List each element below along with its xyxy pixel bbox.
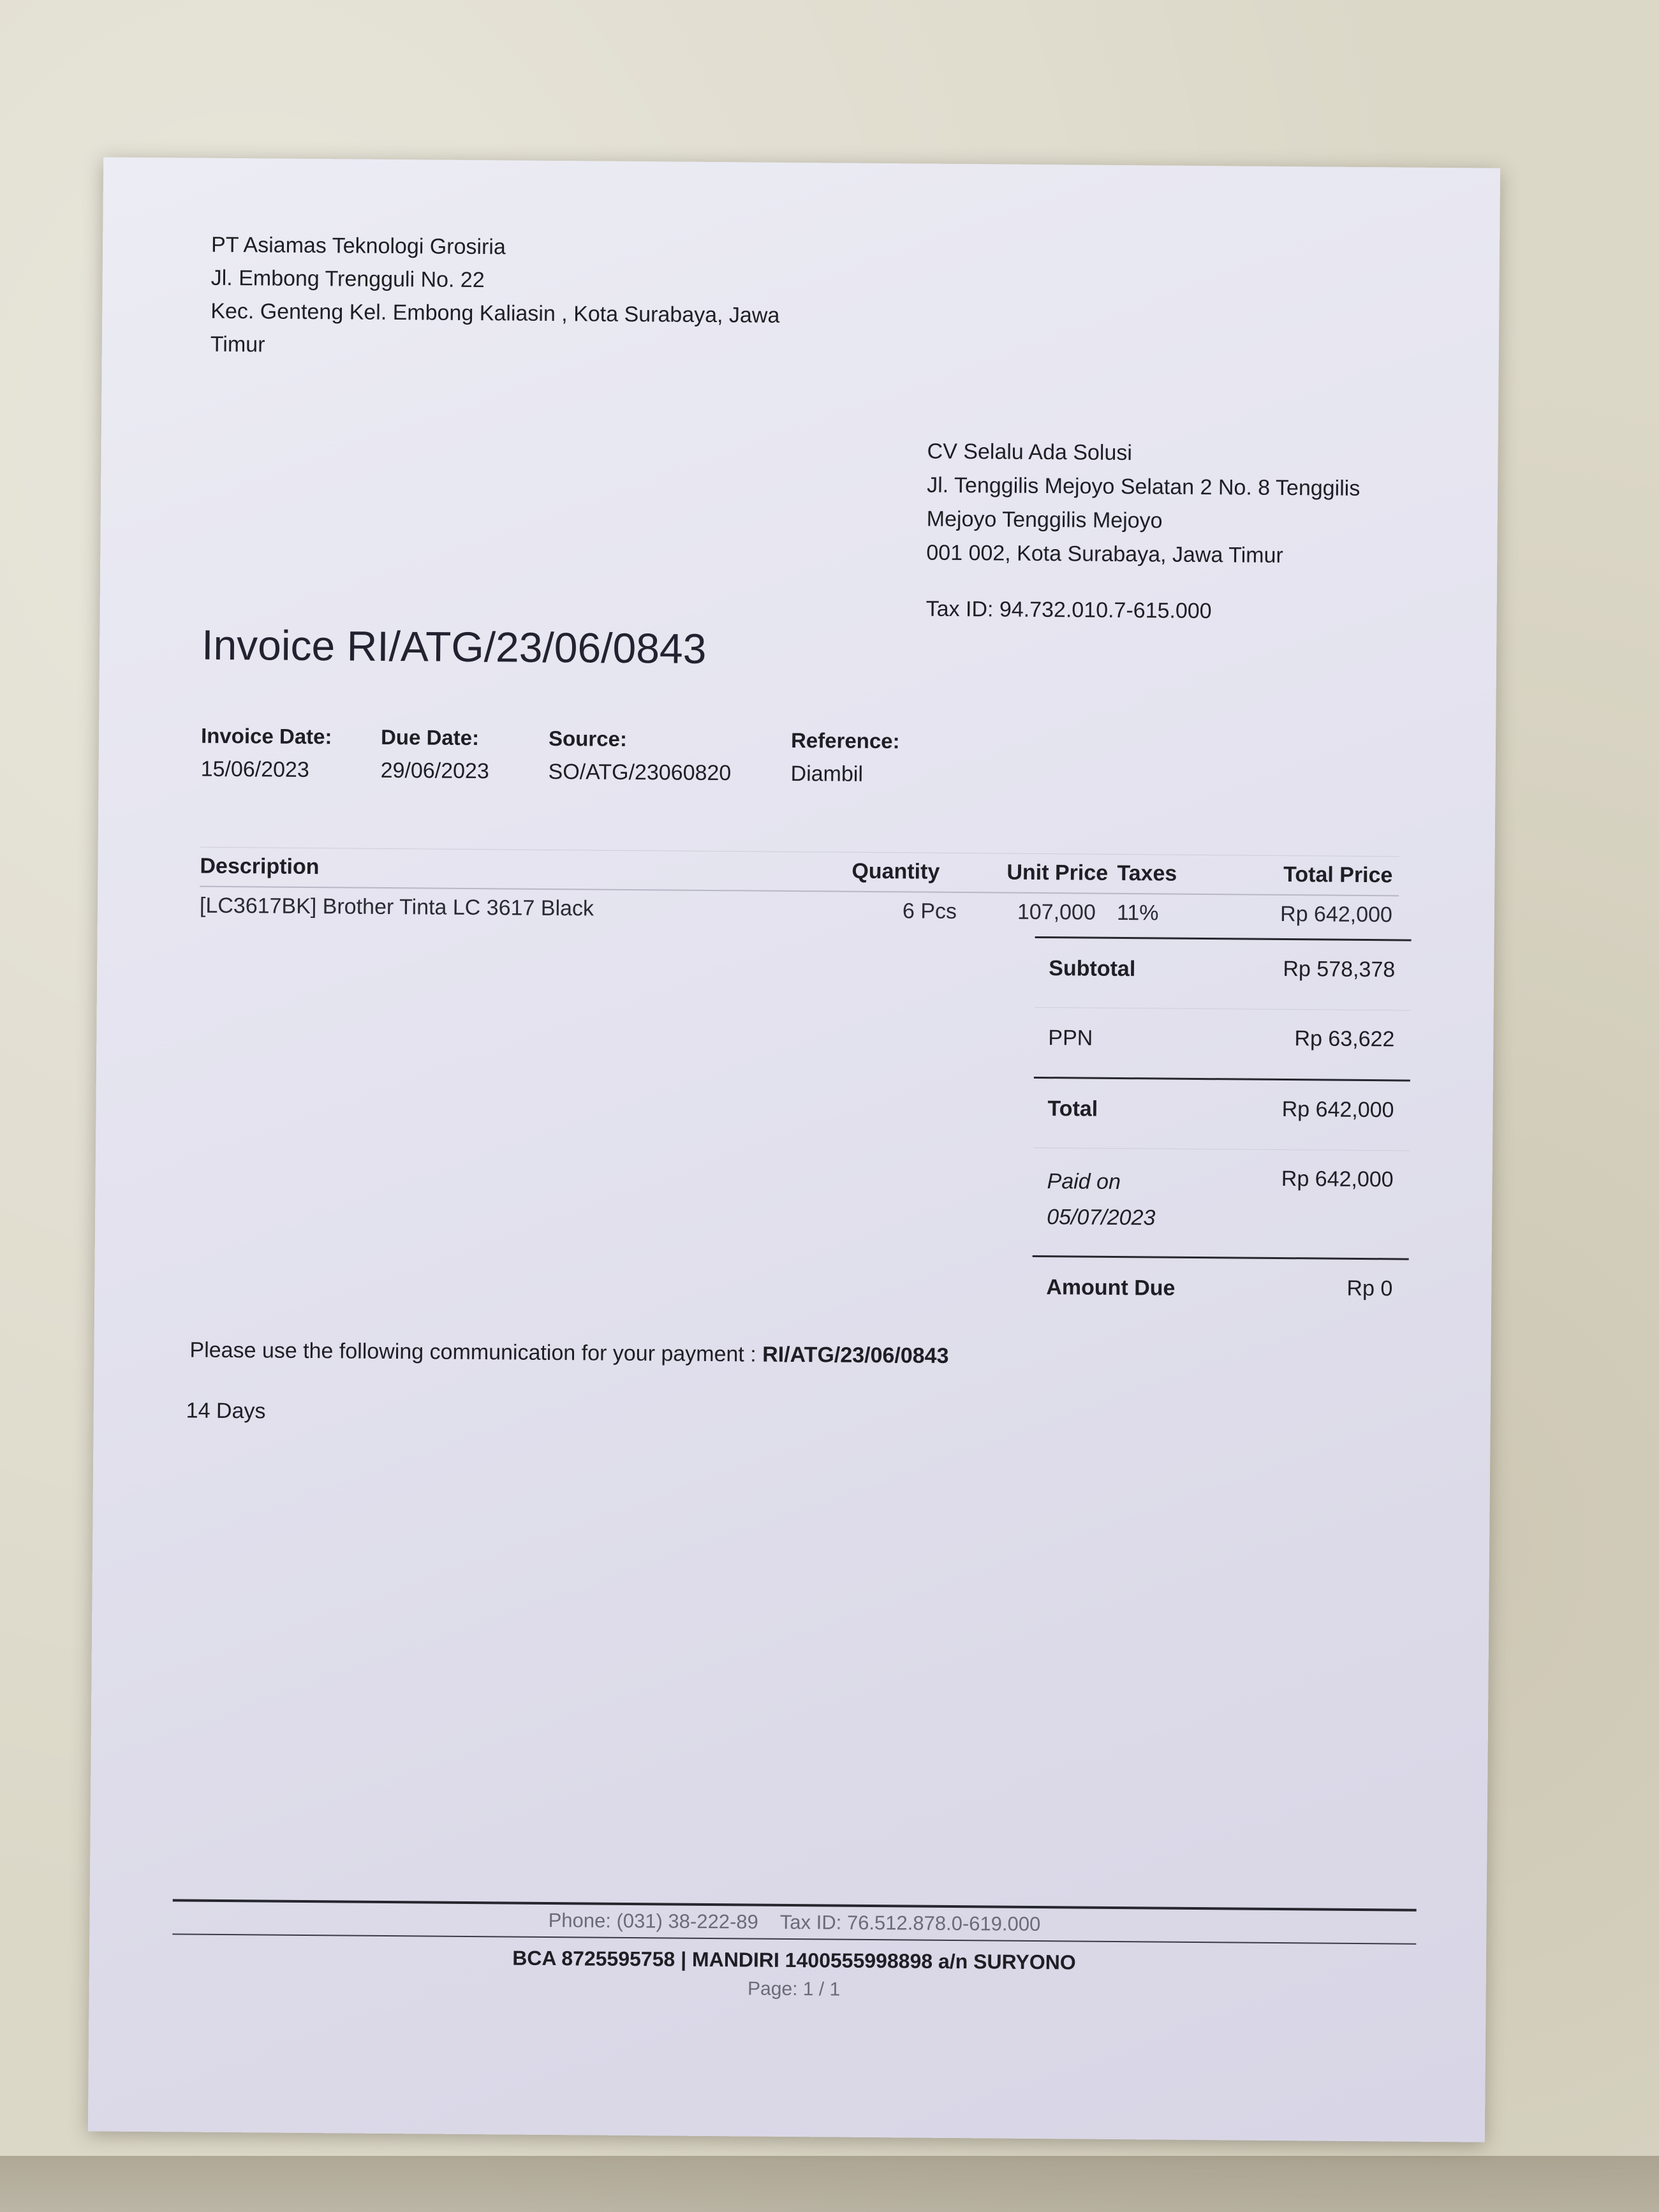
meta-label: Invoice Date: — [200, 723, 332, 749]
total-label: Total — [1047, 1096, 1098, 1121]
ppn-label: PPN — [1048, 1026, 1093, 1051]
company-name: PT Asiamas Teknologi Grosiria — [210, 232, 506, 260]
meta-label: Reference: — [790, 728, 900, 753]
paid-value: Rp 642,000 — [1281, 1167, 1394, 1192]
header-total-price: Total Price — [1283, 862, 1393, 888]
paid-label — [1047, 1163, 1156, 1235]
subtotal-value: Rp 578,378 — [1283, 957, 1396, 982]
company-address-block — [210, 228, 786, 365]
footer-bank-accounts: BCA 8725595758 | MANDIRI 1400555998898 a/n SURYONO — [512, 1946, 1076, 1974]
footer-phone: Phone: (031) 38-222-89 — [548, 1909, 758, 1933]
amount-due-row — [1032, 1257, 1409, 1329]
meta-due-date — [380, 721, 489, 788]
invoice-footer — [172, 1899, 1417, 2008]
subtotal-label: Subtotal — [1049, 956, 1136, 982]
footer-page-number: Page: 1 / 1 — [747, 1978, 841, 2000]
invoice-paper — [88, 157, 1500, 2142]
header-quantity: Quantity — [852, 859, 940, 884]
paid-row — [1033, 1148, 1410, 1258]
customer-name: CV Selalu Ada Solusi — [927, 439, 1133, 466]
meta-value: 15/06/2023 — [200, 756, 309, 783]
ppn-row — [1034, 1008, 1411, 1080]
meta-label: Source: — [548, 726, 628, 751]
line-unit-price: 107,000 — [1017, 899, 1096, 925]
meta-value: Diambil — [790, 761, 864, 786]
amount-due-value: Rp 0 — [1346, 1276, 1393, 1301]
payment-terms: 14 Days — [186, 1398, 266, 1424]
header-unit-price: Unit Price — [1006, 860, 1109, 885]
invoice-meta — [200, 719, 1030, 802]
total-value: Rp 642,000 — [1281, 1097, 1394, 1123]
line-quantity: 6 Pcs — [902, 899, 957, 924]
header-taxes: Taxes — [1117, 860, 1177, 886]
customer-address-block — [925, 435, 1412, 630]
paid-label-line: Paid on — [1047, 1169, 1121, 1195]
meta-label: Due Date: — [380, 725, 480, 750]
payment-communication — [189, 1338, 948, 1369]
customer-address-line: Jl. Tenggilis Mejoyo Selatan 2 No. 8 Tenggilis — [927, 473, 1360, 501]
total-row — [1033, 1079, 1410, 1151]
invoice-title: Invoice RI/ATG/23/06/0843 — [201, 621, 707, 672]
line-taxes: 11% — [1116, 900, 1159, 925]
subtotal-row — [1035, 938, 1412, 1010]
floor-background — [0, 2156, 1659, 2212]
meta-invoice-date — [200, 719, 332, 787]
paid-date: 05/07/2023 — [1047, 1205, 1156, 1230]
company-address-line: Timur — [210, 332, 265, 357]
ppn-value: Rp 63,622 — [1294, 1026, 1395, 1052]
communication-reference: RI/ATG/23/06/0843 — [762, 1342, 949, 1368]
meta-value: SO/ATG/23060820 — [548, 759, 732, 786]
meta-source — [548, 722, 731, 790]
meta-reference — [790, 724, 899, 791]
amount-due-label: Amount Due — [1046, 1275, 1176, 1301]
line-total-price: Rp 642,000 — [1279, 901, 1393, 927]
customer-address-line: Mejoyo Tenggilis Mejoyo — [926, 506, 1163, 533]
totals-block — [1032, 936, 1412, 1329]
invoice-lines-table — [200, 847, 1399, 936]
company-address-line: Jl. Embong Trengguli No. 22 — [210, 265, 485, 293]
footer-tax-id: Tax ID: 76.512.878.0-619.000 — [779, 1910, 1041, 1936]
line-description: [LC3617BK] Brother Tinta LC 3617 Black — [199, 893, 594, 921]
customer-tax-id: Tax ID: 94.732.010.7-615.000 — [925, 596, 1212, 624]
header-description: Description — [200, 853, 320, 880]
company-address-line: Kec. Genteng Kel. Embong Kaliasin , Kota Surabaya, Jawa — [210, 299, 780, 328]
meta-value: 29/06/2023 — [380, 758, 489, 784]
communication-text: Please use the following communication for your payment : — [189, 1338, 763, 1367]
customer-address-line: 001 002, Kota Surabaya, Jawa Timur — [926, 540, 1283, 568]
